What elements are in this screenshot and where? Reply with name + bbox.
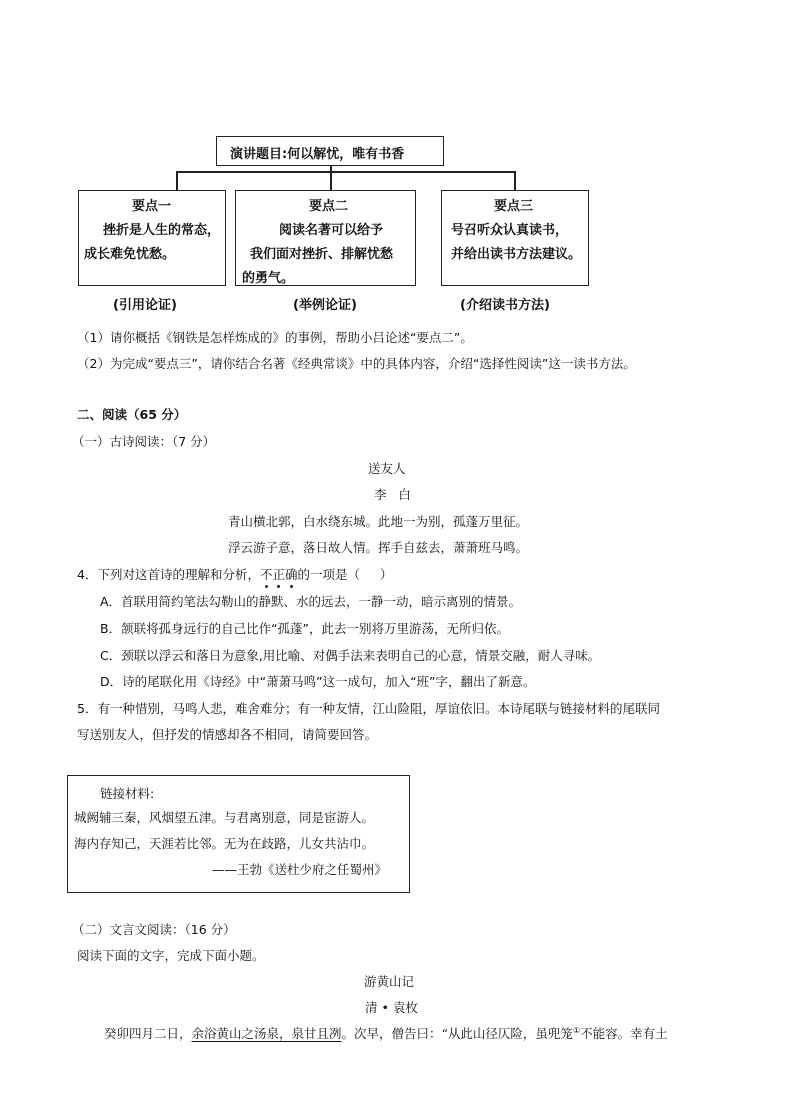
part2-instruction: 阅读下面的文字，完成下面小题。: [77, 948, 265, 963]
point-one-method: (引用论证): [113, 298, 177, 313]
poem-line: 浮云游子意，落日故人情。挥手自兹去，萧萧班马鸣。: [228, 540, 529, 555]
question-5-line: 写送别友人，但抒发的情感却各不相同，请简要回答。: [77, 727, 378, 742]
point-three-method: (介绍读书方法): [460, 298, 550, 313]
point-two-line: 的勇气。: [242, 271, 295, 286]
poem-title: 送友人: [368, 461, 406, 476]
emphasis-dot: [265, 585, 268, 588]
point-one-line: 挫折是人生的常态，: [103, 223, 221, 238]
connector-middle: [330, 171, 332, 190]
point-three-heading: 要点三: [494, 199, 534, 214]
q4-option-b: B．颔联将孤身远行的自己比作“孤蓬”，此去一别将万里游荡，无所归依。: [100, 621, 510, 636]
q4-emphasis: 不正确: [260, 567, 298, 582]
connector-horizontal: [176, 171, 515, 173]
link-line: 城阙辅三秦，风烟望五津。与君离别意，同是宦游人。: [74, 810, 375, 825]
prose-title: 游黄山记: [364, 974, 415, 989]
question-2: （2）为完成“要点三”，请你结合名著《经典常谈》中的具体内容，介绍“选择性阅读”这一读书方法。: [77, 356, 636, 371]
q4-stem-after: 的一项是（ ）: [297, 567, 393, 582]
point-one-line: 成长难免忧愁。: [84, 247, 176, 262]
q4-option-d: D．诗的尾联化用《诗经》中“萧萧马鸣”这一成句，加入“班”字，翻出了新意。: [100, 674, 536, 689]
q4-stem-before: 4．下列对这首诗的理解和分析，: [77, 567, 260, 582]
q4-option-a: A．首联用简约笔法勾勒山的静默、水的远去，一静一动，暗示离别的情景。: [100, 594, 522, 609]
poem-author: 李 白: [374, 487, 411, 502]
poem-line: 青山横北郭，白水绕东城。此地一为别，孤蓬万里征。: [228, 514, 529, 529]
point-one-heading: 要点一: [132, 199, 172, 214]
emphasis-dot: [277, 585, 280, 588]
underlined-sentence: 余浴黄山之汤泉，泉甘且冽: [191, 1026, 342, 1041]
link-line: 海内存知己，天涯若比邻。无为在歧路，儿女共沾巾。: [74, 836, 375, 851]
link-label: 链接材料:: [100, 786, 155, 801]
part2-heading: （二）文言文阅读：（16 分）: [72, 922, 236, 937]
part1-heading: （一）古诗阅读：（7 分）: [72, 434, 216, 449]
point-two-method: (举例论证): [293, 298, 357, 313]
q4-option-c: C．颈联以浮云和落日为意象,用比喻、对偶手法来表明自己的心意，情景交融，耐人寻味。: [100, 648, 601, 663]
diagram-title: 演讲题目:何以解忧，唯有书香: [230, 147, 405, 162]
question-5-line: 5．有一种惜别，马鸣人悲，难舍难分；有一种友情，江山险阻，厚谊依旧。本诗尾联与链接材料的尾联同: [77, 701, 660, 716]
point-three-line: 并给出读书方法建议。: [451, 247, 582, 262]
point-two-line: 阅读名著可以给予: [279, 223, 384, 238]
footnote-marker: ①: [572, 1025, 581, 1035]
point-three-line: 号召听众认真读书，: [451, 223, 569, 238]
link-source: ——王勃《送杜少府之任蜀州》: [212, 862, 388, 877]
connector-right: [514, 171, 516, 190]
connector-left: [176, 171, 178, 190]
prose-author: 清 • 袁枚: [365, 1000, 418, 1015]
emphasis-dot: [290, 585, 293, 588]
question-4-stem: [77, 565, 392, 583]
question-1: （1）请你概括《钢铁是怎样炼成的》的事例，帮助小吕论述“要点二”。: [77, 330, 473, 345]
prose-line: 癸卯四月二日，余浴黄山之汤泉，泉甘且冽。次早，僧告曰：“从此山径仄险，虽兜笼①不能容。幸有土: [104, 1025, 668, 1041]
point-two-heading: 要点二: [309, 199, 349, 214]
point-two-line: 我们面对挫折、排解忧愁: [250, 247, 394, 262]
section-heading: 二、阅读（65 分）: [77, 407, 187, 422]
